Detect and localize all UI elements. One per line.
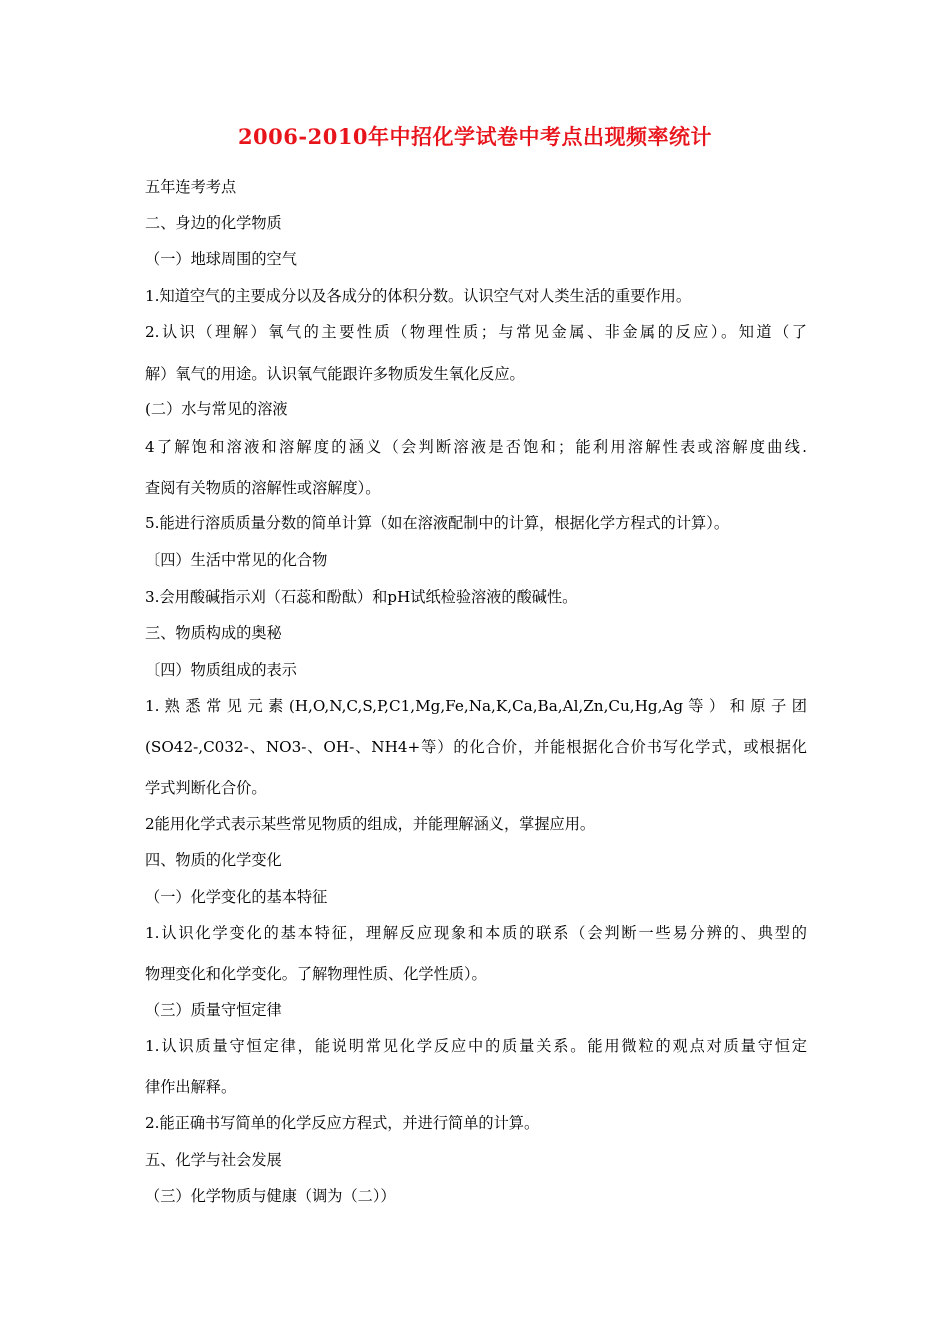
section-heading: 五、化学与社会发展 bbox=[145, 1151, 282, 1169]
document-title: 2006-2010年中招化学试卷中考点出现频率统计 bbox=[237, 124, 713, 149]
text-line: 1.认识化学变化的基本特征，理解反应现象和本质的联系（会判断一些易分辨的、典型的 bbox=[145, 924, 807, 942]
subsection-heading: （三）质量守恒定律 bbox=[145, 1001, 282, 1019]
text-line: 2.认识（理解）氧气的主要性质（物理性质；与常见金属、非金属的反应）。知道（了 bbox=[145, 323, 807, 341]
text-line: 五年连考考点 bbox=[145, 178, 237, 196]
text-line: 2.能正确书写简单的化学反应方程式，并进行简单的计算。 bbox=[145, 1114, 540, 1132]
text-line: 解）氧气的用途。认识氧气能跟许多物质发生氧化反应。 bbox=[145, 365, 525, 383]
text-line: 律作出解释。 bbox=[145, 1078, 237, 1096]
subsection-heading: （一）地球周围的空气 bbox=[145, 250, 297, 268]
text-line: 1.认识质量守恒定律，能说明常见化学反应中的质量关系。能用微粒的观点对质量守恒定 bbox=[145, 1037, 807, 1055]
section-heading: 四、物质的化学变化 bbox=[145, 851, 282, 869]
subsection-heading: (二）水与常见的溶液 bbox=[145, 400, 288, 418]
text-line: 4了解饱和溶液和溶解度的涵义（会判断溶液是否饱和；能利用溶解性表或溶解度曲线. bbox=[145, 438, 807, 456]
text-line: (SO42-,C032-、NO3-、OH-、NH4+等）的化合价，并能根据化合价书写化学式，或根据化 bbox=[145, 738, 807, 756]
text-line: 查阅有关物质的溶解性或溶解度）。 bbox=[145, 479, 381, 497]
text-line: 2能用化学式表示某些常见物质的组成，并能理解涵义，掌握应用。 bbox=[145, 815, 596, 833]
subsection-heading: （三）化学物质与健康（调为（二）） bbox=[145, 1187, 396, 1205]
text-line: 3.会用酸碱指示刈（石蕊和酚酞）和pH试纸检验溶液的酸碱性。 bbox=[145, 588, 578, 606]
text-line: 1. 熟 悉 常 见 元 素 (H,O,N,C,S,P,C1,Mg,Fe,Na,K,Ca,Ba,Al,Zn,Cu,Hg,Ag 等 ） 和 原 子 团 bbox=[145, 697, 807, 715]
section-heading: 二、身边的化学物质 bbox=[145, 214, 282, 232]
text-line: 1.知道空气的主要成分以及各成分的体积分数。认识空气对人类生活的重要作用。 bbox=[145, 287, 692, 305]
text-line: 物理变化和化学变化。了解物理性质、化学性质）。 bbox=[145, 965, 487, 983]
subsection-heading: （一）化学变化的基本特征 bbox=[145, 888, 328, 906]
section-heading: 三、物质构成的奥秘 bbox=[145, 624, 282, 642]
subsection-heading: 〔四）物质组成的表示 bbox=[145, 661, 297, 679]
text-line: 5.能进行溶质质量分数的简单计算（如在溶液配制中的计算，根据化学方程式的计算）。 bbox=[145, 514, 730, 532]
subsection-heading: 〔四）生活中常见的化合物 bbox=[145, 551, 328, 569]
text-line: 学式判断化合价。 bbox=[145, 779, 267, 797]
